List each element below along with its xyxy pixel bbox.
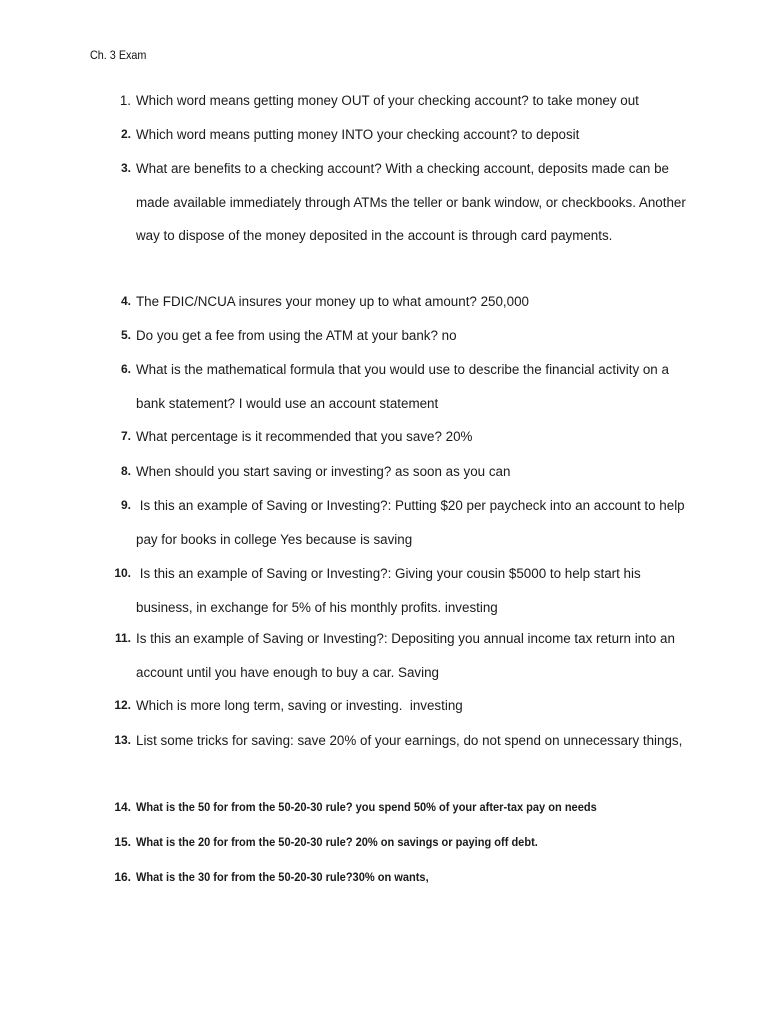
question-6 [100, 353, 690, 420]
question-5 [100, 319, 690, 353]
question-text: What is the 20 for from the 50-20-30 rule? 20% on savings or paying off debt. [136, 835, 538, 849]
question-number: 9. [120, 498, 131, 512]
question-11 [100, 622, 690, 689]
question-8 [100, 455, 690, 489]
question-text: The FDIC/NCUA insures your money up to what amount? 250,000 [136, 294, 529, 309]
question-number: 15. [114, 835, 131, 849]
question-number: 14. [114, 800, 131, 814]
question-text: What are benefits to a checking account? With a checking account, deposits made can be made available immediately through ATMs the teller or bank window, or checkbooks. Another way to dispose of the money deposited in the account is through card payments. [136, 161, 690, 243]
question-number: 10. [114, 566, 131, 580]
question-number: 1. [119, 93, 131, 108]
question-12 [100, 689, 690, 723]
question-number: 3. [120, 161, 131, 175]
question-text: What is the 50 for from the 50-20-30 rule? you spend 50% of your after-tax pay on needs [136, 800, 597, 814]
question-1 [100, 84, 690, 118]
question-text: What is the mathematical formula that you would use to describe the financial activity on a bank statement? I would use an account statement [136, 362, 673, 411]
question-text: List some tricks for saving: save 20% of your earnings, do not spend on unnecessary things, [136, 733, 683, 748]
question-9 [100, 489, 690, 556]
question-number: 8. [120, 464, 131, 478]
question-text: Which word means getting money OUT of your checking account? to take money out [136, 93, 639, 108]
question-16 [100, 869, 690, 885]
question-text: When should you start saving or investing? as soon as you can [136, 464, 511, 479]
question-14 [100, 799, 690, 815]
question-text: Is this an example of Saving or Investing?: Depositing you annual income tax return into an account until you have enough to buy a car. Saving [136, 631, 679, 680]
page-title: Ch. 3 Exam [90, 48, 147, 62]
question-number: 12. [114, 698, 131, 712]
question-number: 2. [120, 127, 131, 141]
question-15 [100, 834, 690, 850]
question-2 [100, 118, 690, 152]
question-text: Which word means putting money INTO your checking account? to deposit [136, 127, 580, 142]
question-number: 16. [114, 870, 131, 884]
question-text: Which is more long term, saving or investing. investing [136, 698, 463, 713]
question-10 [100, 557, 690, 624]
question-text: Is this an example of Saving or Investing?: Putting $20 per paycheck into an account to help pay for books in college Yes because is saving [136, 498, 689, 547]
question-number: 5. [120, 328, 131, 342]
question-number: 13. [114, 733, 131, 747]
question-number: 7. [120, 429, 131, 443]
question-text: What percentage is it recommended that you save? 20% [136, 429, 473, 444]
question-13 [100, 724, 690, 758]
question-number: 6. [120, 362, 131, 376]
question-number: 4. [120, 294, 131, 308]
question-7 [100, 420, 690, 454]
question-3 [100, 152, 690, 253]
question-text: Is this an example of Saving or Investing?: Giving your cousin $5000 to help start his business, in exchange for 5% of his monthly profits. investing [136, 566, 645, 615]
question-text: What is the 30 for from the 50-20-30 rule?30% on wants, [136, 870, 429, 884]
question-4 [100, 285, 690, 319]
question-number: 11. [114, 631, 131, 645]
question-text: Do you get a fee from using the ATM at your bank? no [136, 328, 457, 343]
